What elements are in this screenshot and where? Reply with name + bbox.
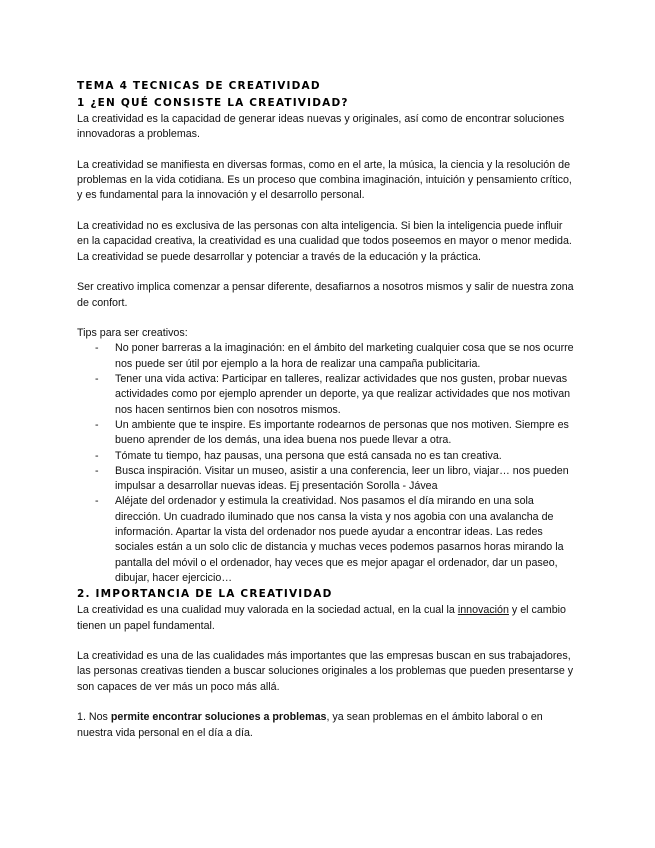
document-page xyxy=(77,78,577,741)
paragraph-comfort-zone: Ser creativo implica comenzar a pensar diferente, desafiarnos a nosotros mismos y salir de nuestra zona de confort. xyxy=(77,281,574,309)
section-1-heading: 1 ¿EN QUÉ CONSISTE LA CREATIVIDAD? xyxy=(77,97,349,109)
paragraph-point-1: 1. Nos permite encontrar soluciones a problemas, ya sean problemas en el ámbito laboral o en nuestra vida personal en el día a día. xyxy=(77,711,543,739)
list-item: - Tener una vida activa: Participar en talleres, realizar actividades que nos gusten, probar nuevas actividades como por ejemplo aprender un deporte, ya que realizar actividades que nos motivan nos hacen sentirnos bien con nosotros mismos. xyxy=(95,373,571,416)
paragraph-valued: La creatividad es una cualidad muy valorada en la sociedad actual, en la cual la innovación y el cambio tienen un papel fundamental. xyxy=(77,604,566,632)
section-2-heading: 2. IMPORTANCIA DE LA CREATIVIDAD xyxy=(77,588,333,601)
list-item: - Aléjate del ordenador y estimula la creatividad. Nos pasamos el día mirando en una sola dirección. Un cuadrado iluminado que nos cansa la vista y nos agobia con una avalancha de información. Apartar la vista del ordenador nos puede ayudar a encontrar ideas. Las redes sociales están a un solo clic de distancia y muchas veces podemos pasarnos horas mirando la pantalla del móvil o el ordenador, hay veces que es mejor apagar el ordenador, dar un paseo, dibujar, hacer ejercicio… xyxy=(95,495,564,584)
list-item: - Tómate tu tiempo, haz pausas, una persona que está cansada no es tan creativa. xyxy=(95,449,502,462)
list-item: - Busca inspiración. Visitar un museo, asistir a una conferencia, leer un libro, viajar… nos pueden impulsar a desarrollar nuevas ideas. Ej presentación Sorolla - Jávea xyxy=(95,464,569,493)
paragraph-manifestation: La creatividad se manifiesta en diversas formas, como en el arte, la música, la ciencia y la resolución de problemas en la vida cotidiana. Es un proceso que combina imaginación, intuición y pensamiento crítico, y es fundamental para la innovación y el desarrollo personal. xyxy=(77,158,572,202)
tips-list xyxy=(77,341,577,586)
document-title: TEMA 4 TECNICAS DE CREATIVIDAD xyxy=(77,80,321,92)
innovacion-link[interactable]: innovación xyxy=(457,604,509,617)
paragraph-companies: La creatividad es una de las cualidades más importantes que las empresas buscan en sus trabajadores, las personas creativas tienden a buscar soluciones originales a los problemas que pueden presentarse y son capaces de ver más un poco más allá. xyxy=(77,650,574,693)
tips-intro: Tips para ser creativos: xyxy=(77,327,188,340)
paragraph-intelligence: La creatividad no es exclusiva de las personas con alta inteligencia. Si bien la inteligencia puede influir en la capacidad creativa, la creatividad es una cualidad que todos poseemos en mayor o menor medida. La creatividad se puede desarrollar y potenciar a través de la educación y la práctica. xyxy=(77,220,572,263)
list-item: - No poner barreras a la imaginación: en el ámbito del marketing cualquier cosa que se nos ocurre nos puede ser útil por ejemplo a la hora de realizar una campaña publicitaria. xyxy=(95,342,574,370)
paragraph-definition: La creatividad es la capacidad de generar ideas nuevas y originales, así como de encontrar soluciones innovadoras a problemas. xyxy=(77,113,565,141)
list-item: - Un ambiente que te inspire. Es importante rodearnos de personas que nos motiven. Siempre es bueno aprender de los demás, una idea buena nos puede llevar a otra. xyxy=(95,418,569,447)
